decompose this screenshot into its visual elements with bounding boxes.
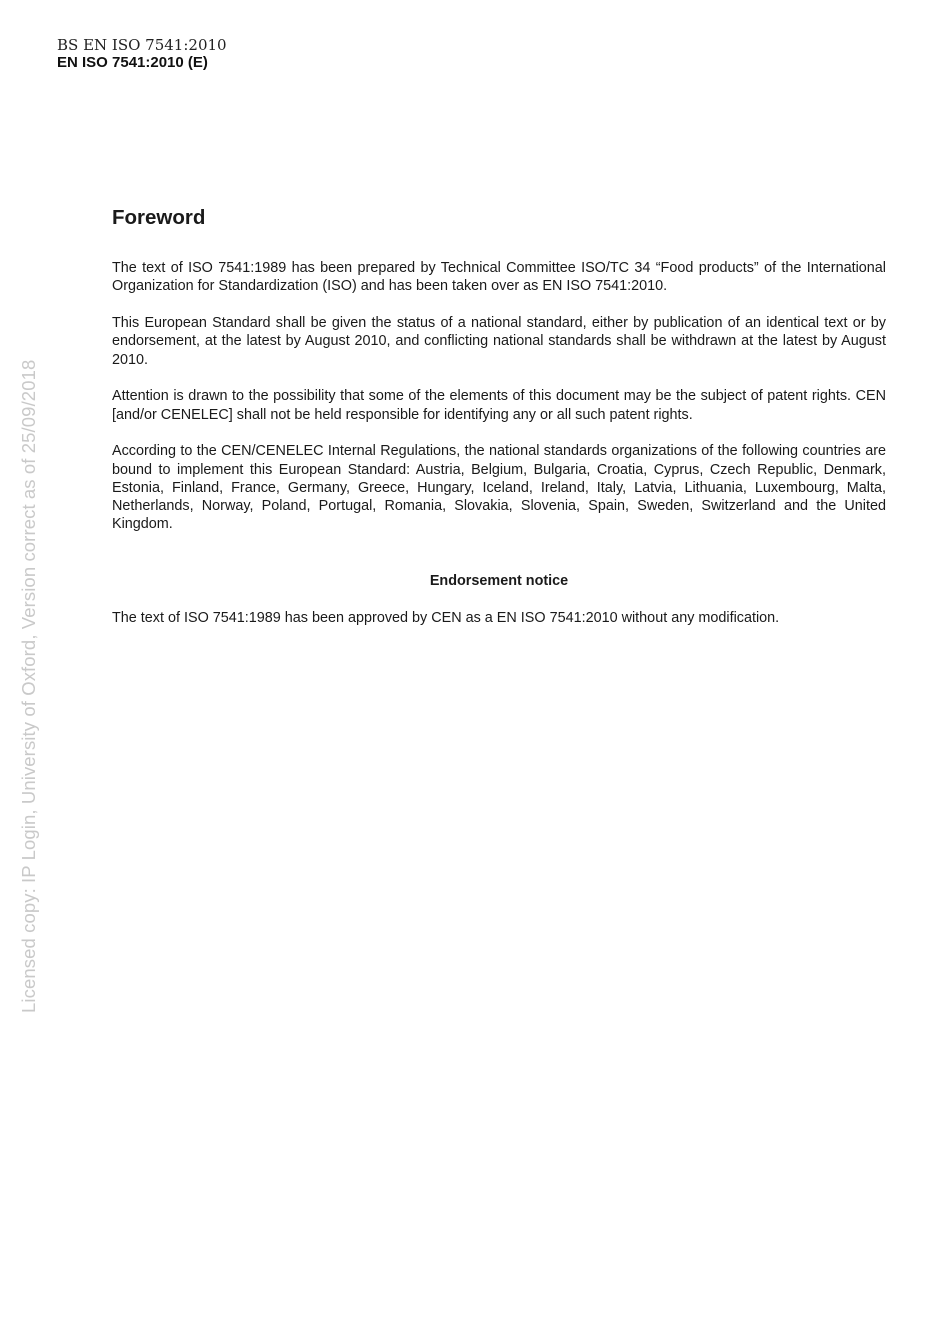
foreword-paragraph-3: Attention is drawn to the possibility that some of the elements of this document may be the subject of patent rights. CEN [and/or CENELEC] shall not be held responsible for identifying any or all such patent rights. xyxy=(112,388,886,423)
standard-code-bs: BS EN ISO 7541:2010 xyxy=(57,36,227,54)
standard-code-en: EN ISO 7541:2010 (E) xyxy=(57,54,208,71)
page-header xyxy=(57,36,227,72)
page-title: Foreword xyxy=(112,206,206,229)
endorsement-text: The text of ISO 7541:1989 has been approved by CEN as a EN ISO 7541:2010 without any modification. xyxy=(112,610,780,627)
license-watermark: Licensed copy: IP Login, University of Oxford, Version correct as of 25/09/2018 xyxy=(18,359,39,1013)
endorsement-heading: Endorsement notice xyxy=(429,572,569,589)
document-body xyxy=(112,205,886,646)
foreword-paragraph-1: The text of ISO 7541:1989 has been prepared by Technical Committee ISO/TC 34 “Food products” of the International Organization for Standardization (ISO) and has been taken over as EN ISO 7541:2010. xyxy=(112,260,886,295)
foreword-paragraph-4: According to the CEN/CENELEC Internal Regulations, the national standards organizations of the following countries are bound to implement this European Standard: Austria, Belgium, Bulgaria, Croatia, Cyprus, Czech Republic, Denmark, Estonia, Finland, France, Germany, Greece, Hungary, Iceland, Ireland, Italy, Latvia, Lithuania, Luxembourg, Malta, Netherlands, Norway, Poland, Portugal, Romania, Slovakia, Slovenia, Spain, Sweden, Switzerland and the United Kingdom. xyxy=(112,443,886,533)
foreword-paragraph-2: This European Standard shall be given the status of a national standard, either by publication of an identical text or by endorsement, at the latest by August 2010, and conflicting national standards shall be withdrawn at the latest by August 2010. xyxy=(112,314,886,368)
